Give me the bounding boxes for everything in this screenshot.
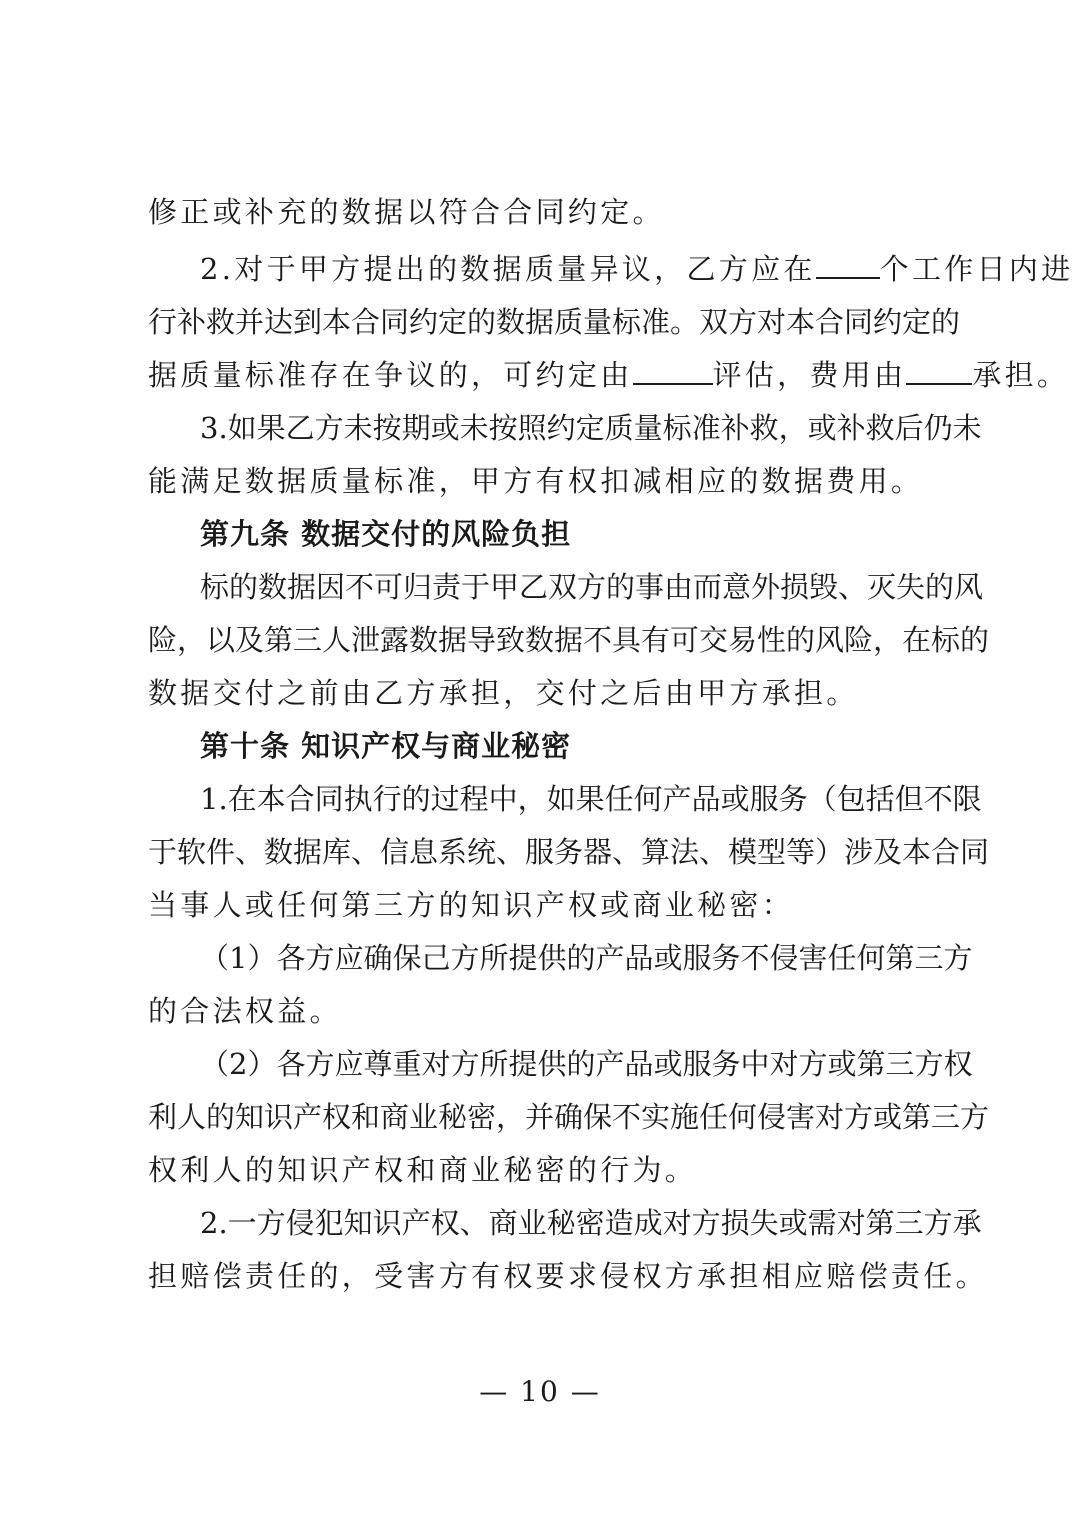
text-line: 利人的知识产权和商业秘密，并确保不实施任何侵害对方或第三方: [148, 1100, 990, 1134]
article-heading: 第十条 知识产权与商业秘密: [200, 729, 572, 763]
text-line: （1）各方应确保己方所提供的产品或服务不侵害任何第三方: [200, 941, 973, 975]
text-line: 权利人的知识产权和商业秘密的行为。: [148, 1153, 698, 1187]
page-number: — 10 —: [479, 1375, 601, 1408]
text-line: （2）各方应尊重对方所提供的产品或服务中对方或第三方权: [200, 1047, 973, 1081]
text-line: 行补救并达到本合同约定的数据质量标准。双方对本合同约定的: [148, 305, 961, 339]
fill-in-blank[interactable]: [816, 249, 880, 279]
text-line: 能满足数据质量标准，甲方有权扣减相应的数据费用。: [148, 464, 924, 498]
text-segment: 据质量标准存在争议的，可约定由: [148, 358, 633, 392]
fill-in-blank[interactable]: [633, 355, 713, 385]
text-line: [200, 249, 1074, 289]
fill-in-blank[interactable]: [906, 355, 972, 385]
text-line: 1.在本合同执行的过程中，如果任何产品或服务（包括但不限: [200, 782, 982, 816]
article-heading: 第九条 数据交付的风险负担: [200, 517, 572, 551]
text-segment: 评估，费用由: [712, 358, 907, 392]
text-line: [148, 355, 1070, 395]
text-line: 2.一方侵犯知识产权、商业秘密造成对方损失或需对第三方承: [200, 1206, 982, 1240]
text-line: 于软件、数据库、信息系统、服务器、算法、模型等）涉及本合同: [148, 835, 990, 869]
text-line: 担赔偿责任的，受害方有权要求侵权方承担相应赔偿责任。: [148, 1259, 988, 1293]
text-segment: 2.对于甲方提出的数据质量异议，乙方应在: [200, 252, 816, 286]
text-line: 当事人或任何第三方的知识产权或商业秘密：: [148, 888, 795, 922]
text-segment: 个工作日内进: [879, 252, 1074, 286]
text-line: 标的数据因不可归责于甲乙双方的事由而意外损毁、灭失的风: [200, 570, 984, 604]
text-segment: 承担。: [972, 358, 1070, 392]
text-line: 修正或补充的数据以符合合同约定。: [148, 195, 665, 229]
text-line: 险，以及第三人泄露数据导致数据不具有可交易性的风险，在标的: [148, 623, 990, 657]
text-line: 3.如果乙方未按期或未按照约定质量标准补救，或补救后仍未: [200, 411, 982, 445]
text-line: 的合法权益。: [148, 994, 342, 1028]
text-line: 数据交付之前由乙方承担，交付之后由甲方承担。: [148, 676, 859, 710]
